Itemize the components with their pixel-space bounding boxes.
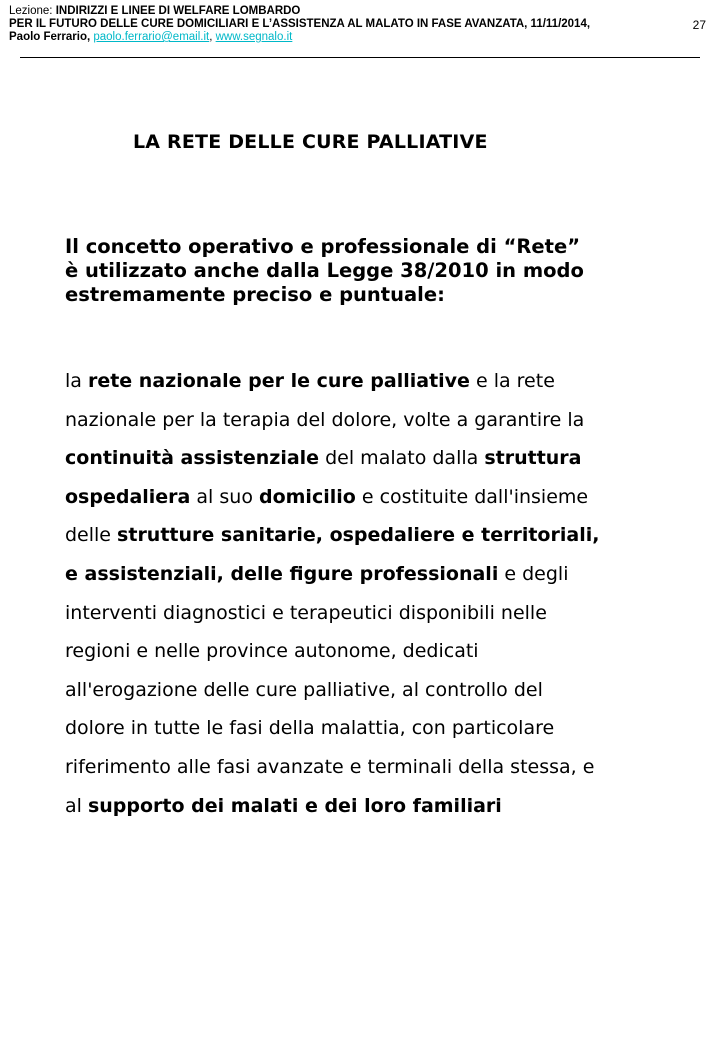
separator: ,: [209, 31, 216, 43]
text: riferimento alle fasi avanzate e terminali della stessa, e: [65, 755, 595, 778]
bold-text: ospedaliera: [65, 485, 191, 508]
lesson-title: INDIRIZZI E LINEE DI WELFARE LOMBARDO: [55, 5, 301, 17]
subtitle-text: PER IL FUTURO DELLE CURE DOMICILIARI E L’ASSISTENZA AL MALATO IN FASE AVANZATA, 11/11/2014,: [9, 18, 591, 30]
bold-text: strutture sanitarie, ospedaliere e territoriali,: [117, 524, 600, 547]
body-line: [65, 787, 599, 826]
intro-line: Il concetto operativo e professionale di “Rete”: [65, 235, 581, 258]
intro-line: è utilizzato anche dalla Legge 38/2010 in modo: [65, 259, 584, 282]
page-header: [9, 5, 590, 44]
bold-text: struttura: [484, 447, 582, 470]
lesson-subtitle: [9, 18, 590, 31]
text: al: [65, 794, 88, 817]
body-line: [65, 516, 599, 555]
body-line: [65, 632, 599, 671]
text: del malato dalla: [319, 447, 485, 470]
lesson-label: Lezione:: [9, 5, 56, 17]
intro-line: estremamente preciso e puntuale:: [65, 283, 445, 306]
text: regioni e nelle province autonome, dedicati: [65, 640, 479, 663]
lesson-line: [9, 5, 590, 18]
body-line: [65, 401, 599, 440]
bold-text: continuità assistenziale: [65, 447, 320, 470]
body-line: [65, 709, 599, 748]
bold-text: e assistenziali, delle figure professionali: [65, 562, 499, 585]
author-line: [9, 31, 590, 44]
email-link[interactable]: paolo.ferrario@email.it: [93, 31, 210, 43]
bold-text: rete nazionale per le cure palliative: [87, 370, 470, 392]
body-line: [65, 594, 599, 633]
body-line: [65, 478, 599, 517]
body-line: [65, 362, 599, 401]
body-line: [65, 439, 599, 478]
text: al suo: [190, 485, 259, 508]
text: e degli: [498, 562, 569, 585]
text: e la rete: [469, 370, 555, 392]
body-line: [65, 748, 599, 787]
text: dolore in tutte le fasi della malattia, con particolare: [65, 717, 555, 740]
page-number: 27: [692, 18, 706, 32]
header-divider: [20, 57, 700, 58]
text: nazionale per la terapia del dolore, volte a garantire la: [65, 408, 585, 431]
text: interventi diagnostici e terapeutici disponibili nelle: [65, 601, 547, 624]
author-name: Paolo Ferrario,: [9, 31, 91, 43]
website-link[interactable]: www.segnalo.it: [215, 31, 293, 43]
text: e costituite dall'insieme: [355, 485, 589, 508]
text: delle: [65, 524, 118, 547]
text: all'erogazione delle cure palliative, al controllo del: [65, 678, 543, 701]
text: la: [65, 370, 88, 392]
body-paragraph: [65, 362, 599, 825]
bold-text: supporto dei malati e dei loro familiari: [87, 794, 502, 817]
intro-paragraph: [65, 235, 584, 307]
body-line: [65, 555, 599, 594]
body-line: [65, 671, 599, 710]
bold-text: domicilio: [258, 485, 356, 508]
page-title: LA RETE DELLE CURE PALLIATIVE: [133, 131, 488, 153]
